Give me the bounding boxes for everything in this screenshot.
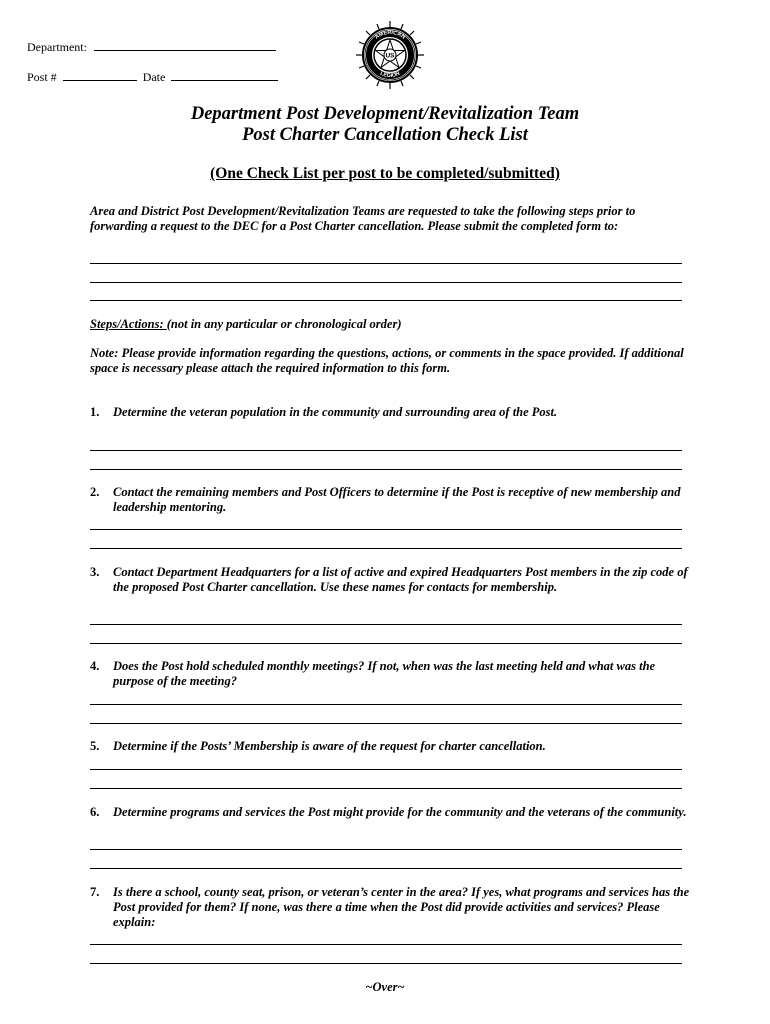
answer-line[interactable]: [90, 868, 682, 869]
subtitle-text: (One Check List per post to be completed/submitted): [210, 165, 560, 182]
document-subtitle: [0, 165, 770, 183]
post-number-input[interactable]: [63, 70, 137, 81]
steps-note: (not in any particular or chronological order): [166, 317, 402, 331]
department-field: [27, 40, 276, 55]
answer-line[interactable]: [90, 788, 682, 789]
item-number: 5.: [90, 739, 100, 753]
answer-line[interactable]: [90, 469, 682, 470]
answer-line[interactable]: [90, 548, 682, 549]
item-number: 3.: [90, 565, 100, 579]
list-item: [90, 405, 690, 420]
emblem-top-text: AMERICAN: [373, 29, 407, 41]
document-title-line1: Department Post Development/Revitalization Team: [190, 104, 580, 124]
answer-line[interactable]: [90, 723, 682, 724]
submit-to-line-3[interactable]: [90, 300, 682, 301]
list-item: [90, 659, 690, 689]
submit-to-line-1[interactable]: [90, 263, 682, 264]
answer-line[interactable]: [90, 944, 682, 945]
item-text: Does the Post hold scheduled monthly meetings? If not, when was the last meeting held and what was the purpose of the meeting?: [113, 659, 656, 688]
item-number: 7.: [90, 885, 100, 899]
list-item: [90, 565, 690, 595]
item-text: Contact the remaining members and Post Officers to determine if the Post is receptive of new membership and leadership mentoring.: [113, 485, 681, 514]
date-label: Date: [142, 70, 166, 84]
list-item: [90, 739, 690, 754]
item-text: Determine programs and services the Post might provide for the community and the veterans of the community.: [113, 805, 687, 819]
note-paragraph: Note: Please provide information regarding the questions, actions, or comments in the space provided. If additional space is necessary please attach the required information to this form.: [90, 346, 684, 375]
post-date-field: [27, 70, 278, 85]
answer-line[interactable]: [90, 963, 682, 964]
department-label: Department:: [27, 40, 87, 54]
item-text: Determine the veteran population in the community and surrounding area of the Post.: [113, 405, 558, 419]
page-footer: ~Over~: [365, 980, 405, 994]
submit-to-line-2[interactable]: [90, 282, 682, 283]
answer-line[interactable]: [90, 624, 682, 625]
answer-line[interactable]: [90, 450, 682, 451]
department-input[interactable]: [94, 40, 276, 51]
intro-paragraph: Area and District Post Development/Revitalization Teams are requested to take the following steps prior to forwarding a request to the DEC for a Post Charter cancellation. Please submit the completed form to:: [90, 204, 636, 233]
item-text: Is there a school, county seat, prison, or veteran’s center in the area? If yes, what programs and services has the Post provided for them? If none, was there a time when the Post did provide activities and services? Please explain:: [113, 885, 690, 929]
answer-line[interactable]: [90, 529, 682, 530]
answer-line[interactable]: [90, 849, 682, 850]
answer-line[interactable]: [90, 643, 682, 644]
american-legion-emblem-icon: [355, 20, 425, 90]
steps-heading: [90, 317, 690, 332]
list-item: [90, 485, 690, 515]
date-input[interactable]: [171, 70, 278, 81]
emblem-center-text: US: [385, 52, 395, 60]
svg-text:LEGION: [379, 71, 401, 79]
document-title-line2: Post Charter Cancellation Check List: [242, 125, 528, 145]
answer-line[interactable]: [90, 704, 682, 705]
emblem-bottom-text: LEGION: [379, 70, 401, 80]
item-text: Determine if the Posts’ Membership is aware of the request for charter cancellation.: [113, 739, 546, 753]
steps-label: Steps/Actions:: [90, 317, 167, 331]
post-label: Post #: [27, 70, 57, 84]
item-text: Contact Department Headquarters for a list of active and expired Headquarters Post members in the zip code of the proposed Post Charter cancellation. Use these names for contacts for membership.: [113, 565, 688, 594]
item-number: 6.: [90, 805, 100, 819]
list-item: [90, 805, 690, 820]
answer-line[interactable]: [90, 769, 682, 770]
item-number: 1.: [90, 405, 100, 419]
list-item: [90, 885, 690, 930]
item-number: 2.: [90, 485, 100, 499]
item-number: 4.: [90, 659, 100, 673]
